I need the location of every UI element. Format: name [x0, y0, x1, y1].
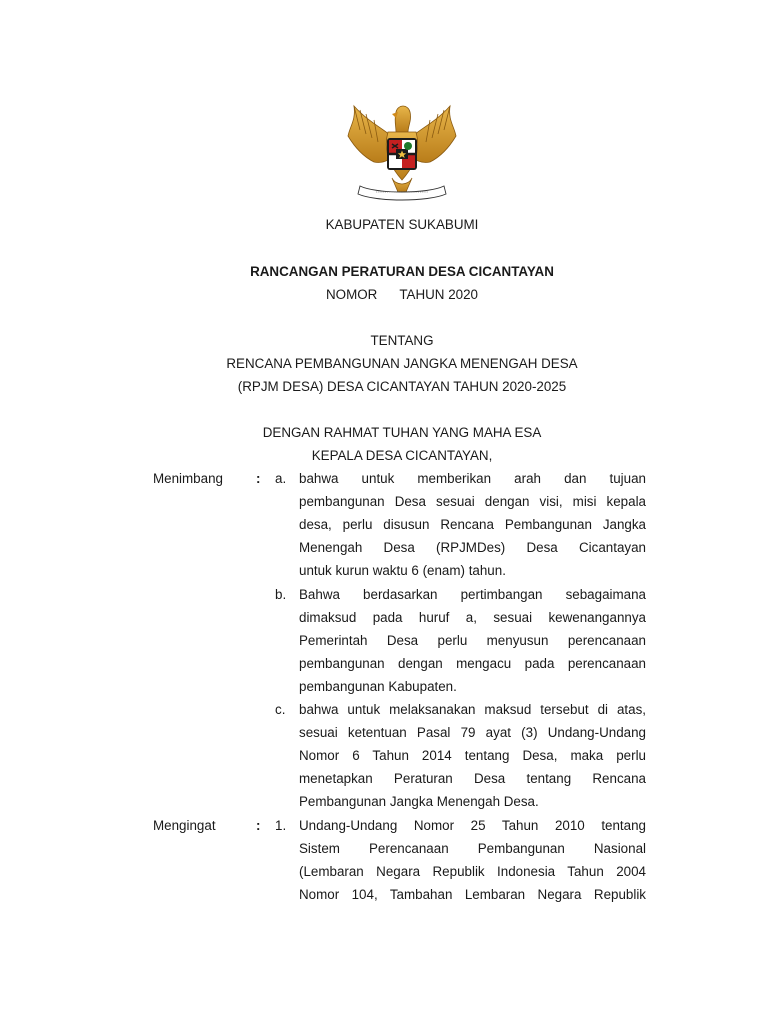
menimbang-item-b-line-2: dimaksud pada huruf a, sesuai kewenangannya: [299, 610, 646, 625]
regency-title: KABUPATEN SUKABUMI: [325, 217, 479, 232]
menimbang-item-c-line-5: Pembangunan Jangka Menengah Desa.: [299, 794, 539, 809]
menimbang-item-c-marker: c.: [275, 702, 286, 717]
mengingat-item-1-line-2: Sistem Perencanaan Pembangunan Nasional: [299, 841, 646, 856]
menimbang-item-a-line-1: bahwa untuk memberikan arah dan tujuan: [299, 471, 646, 486]
menimbang-item-a-line-4: Menengah Desa (RPJMDes) Desa Cicantayan: [299, 540, 646, 555]
number-year-line: [0, 287, 768, 302]
mengingat-item-1-line-3: (Lembaran Negara Republik Indonesia Tahun 2004: [299, 864, 646, 879]
menimbang-item-a-line-5: untuk kurun waktu 6 (enam) tahun.: [299, 563, 506, 578]
menimbang-item-b-marker: b.: [275, 587, 287, 602]
menimbang-item-a-line-2: pembangunan Desa sesuai dengan visi, misi kepala: [299, 494, 646, 509]
mengingat-label: Mengingat: [153, 818, 216, 833]
tentang-heading: TENTANG: [370, 333, 434, 348]
mengingat-item-1-marker: 1.: [275, 818, 287, 833]
subject-line-2: (RPJM DESA) DESA CICANTAYAN TAHUN 2020-2025: [237, 379, 567, 394]
garuda-pancasila-emblem: [346, 100, 458, 204]
subject-line-1: RENCANA PEMBANGUNAN JANGKA MENENGAH DESA: [226, 356, 578, 371]
mengingat-item-1-line-4: Nomor 104, Tambahan Lembaran Negara Republik: [299, 887, 646, 902]
village-head-line: KEPALA DESA CICANTAYAN,: [311, 448, 493, 463]
nomor-label: NOMOR: [326, 287, 378, 302]
menimbang-item-a-line-3: desa, perlu disusun Rencana Pembangunan Jangka: [299, 517, 646, 532]
menimbang-item-b-line-5: pembangunan Kabupaten.: [299, 679, 457, 694]
menimbang-label: Menimbang: [153, 471, 223, 486]
mengingat-item-1-line-1: Undang-Undang Nomor 25 Tahun 2010 tentang: [299, 818, 646, 833]
menimbang-item-b-line-3: Pemerintah Desa perlu menyusun perencanaan: [299, 633, 646, 648]
mengingat-colon: :: [256, 818, 261, 833]
blessing-line: DENGAN RAHMAT TUHAN YANG MAHA ESA: [262, 425, 542, 440]
menimbang-item-c-line-3: Nomor 6 Tahun 2014 tentang Desa, maka perlu: [299, 748, 646, 763]
menimbang-item-c-line-1: bahwa untuk melaksanakan maksud tersebut di atas,: [299, 702, 646, 717]
menimbang-colon: :: [256, 471, 261, 486]
menimbang-item-c-line-4: menetapkan Peraturan Desa tentang Rencana: [299, 771, 646, 786]
menimbang-item-b-line-1: Bahwa berdasarkan pertimbangan sebagaimana: [299, 587, 646, 602]
menimbang-item-b-line-4: pembangunan dengan mengacu pada perencanaan: [299, 656, 646, 671]
menimbang-item-a-marker: a.: [275, 471, 287, 486]
menimbang-item-c-line-2: sesuai ketentuan Pasal 79 ayat (3) Undang-Undang: [299, 725, 646, 740]
document-title: RANCANGAN PERATURAN DESA CICANTAYAN: [250, 264, 554, 279]
tahun-label: TAHUN 2020: [399, 287, 478, 302]
